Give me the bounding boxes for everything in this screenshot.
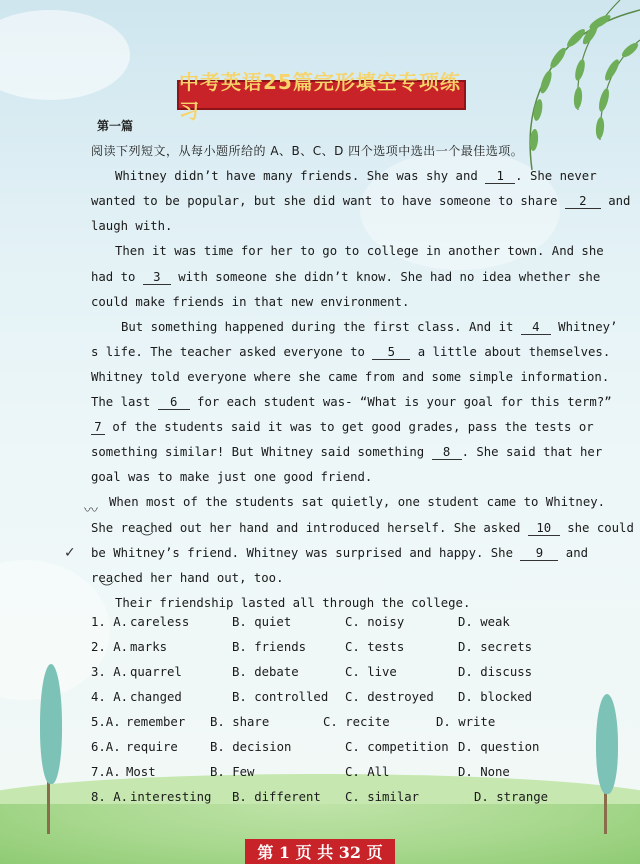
- option-row-8: [0, 790, 560, 815]
- option-row-6: [0, 740, 560, 765]
- option-c: C. destroyed: [345, 690, 434, 704]
- option-d: D. strange: [474, 790, 549, 804]
- passage-text: She reached out her hand and introduced herself. She asked: [91, 520, 528, 535]
- passage-line: [91, 189, 631, 214]
- option-row-5: [0, 715, 560, 740]
- option-a: interesting: [130, 790, 212, 804]
- passage-line: [91, 541, 589, 566]
- option-b: B. debate: [232, 665, 299, 679]
- blank-6: 6: [158, 395, 190, 410]
- passage-text: Whitney’: [550, 319, 618, 334]
- option-number: 6.A.: [91, 740, 121, 754]
- option-a: marks: [130, 640, 168, 654]
- option-d: D. discuss: [458, 665, 533, 679]
- option-number: 3. A.: [91, 665, 129, 679]
- passage-line: laugh with.: [91, 219, 173, 234]
- option-c: C. tests: [345, 640, 405, 654]
- passage-text: The last: [91, 395, 158, 410]
- passage-line: reached her hand out, too.: [91, 570, 284, 585]
- option-c: C. recite: [323, 715, 390, 729]
- option-number: 7.A.: [91, 765, 121, 779]
- option-d: D. secrets: [458, 640, 533, 654]
- option-a: careless: [130, 615, 190, 629]
- bird-icon: ✓: [64, 545, 76, 561]
- section-heading: 第一篇: [97, 119, 134, 133]
- blank-3: 3: [143, 270, 171, 285]
- option-a: Most: [126, 765, 156, 779]
- option-b: B. Few: [210, 765, 255, 779]
- bird-icon: 〰: [84, 503, 98, 519]
- option-number: 8. A.: [91, 790, 129, 804]
- passage-line: Whitney told everyone where she came from and some simple information.: [91, 369, 610, 384]
- blank-4: 4: [521, 320, 551, 335]
- passage-text: she could: [559, 520, 634, 535]
- passage-text: But something happened during the first class. And it: [121, 319, 521, 334]
- passage-line: [91, 440, 603, 465]
- option-row-7: [0, 765, 560, 790]
- passage-line: Then it was time for her to go to college in another town. And she: [115, 244, 604, 259]
- passage-line: [91, 315, 618, 340]
- passage-line: [91, 415, 594, 440]
- option-b: B. share: [210, 715, 270, 729]
- option-number: 2. A.: [91, 640, 129, 654]
- passage-line: could make friends in that new environment.: [91, 294, 410, 309]
- passage-text: . She never: [515, 169, 597, 184]
- option-b: B. quiet: [232, 615, 292, 629]
- page-footer: [245, 839, 395, 864]
- option-d: D. blocked: [458, 690, 533, 704]
- blank-10: 10: [528, 521, 560, 536]
- passage-text: wanted to be popular, but she did want to have someone to share: [91, 194, 565, 209]
- option-d: D. None: [458, 765, 510, 779]
- blank-8: 8: [432, 445, 462, 460]
- option-b: B. different: [232, 790, 321, 804]
- option-d: D. weak: [458, 615, 510, 629]
- passage-line: When most of the students sat quietly, one student came to Whitney.: [109, 495, 606, 510]
- passage-text: and: [600, 194, 631, 209]
- option-a: quarrel: [130, 665, 182, 679]
- passage-line: [91, 164, 597, 189]
- option-b: B. decision: [210, 740, 292, 754]
- option-c: C. live: [345, 665, 397, 679]
- passage-line: [91, 340, 611, 365]
- passage-line: Their friendship lasted all through the college.: [115, 595, 471, 610]
- blank-9: 9: [520, 546, 558, 561]
- page-number: 第 1 页 共 32 页: [257, 843, 383, 862]
- passage-text: with someone she didn’t know. She had no idea whether she: [170, 269, 601, 284]
- option-c: C. All: [345, 765, 390, 779]
- bird-icon: ︶: [100, 581, 114, 597]
- option-b: B. controlled: [232, 690, 329, 704]
- page-title: 中考英语25篇完形填空专项练习: [179, 70, 461, 123]
- passage-line: [91, 265, 601, 290]
- option-number: 1. A.: [91, 615, 129, 629]
- tree-icon: [596, 694, 618, 794]
- passage-line: goal was to make just one good friend.: [91, 470, 373, 485]
- passage-text: . She said that her: [461, 445, 603, 460]
- blank-7: 7: [91, 420, 105, 435]
- option-row-2: [0, 640, 560, 665]
- blank-5: 5: [372, 345, 410, 360]
- option-a: changed: [130, 690, 182, 704]
- blank-2: 2: [565, 194, 601, 209]
- option-b: B. friends: [232, 640, 307, 654]
- option-c: C. competition: [345, 740, 449, 754]
- instruction-text: 阅读下列短文，从每小题所给的 A、B、C、D 四个选项中选出一个最佳选项。: [91, 144, 524, 159]
- passage-text: had to: [91, 269, 143, 284]
- option-c: C. similar: [345, 790, 420, 804]
- passage-line: [91, 390, 612, 415]
- option-row-1: [0, 615, 560, 640]
- option-number: 5.A.: [91, 715, 121, 729]
- option-c: C. noisy: [345, 615, 405, 629]
- passage-text: something similar! But Whitney said something: [91, 445, 432, 460]
- option-number: 4. A.: [91, 690, 129, 704]
- option-row-4: [0, 690, 560, 715]
- passage-text: a little about themselves.: [410, 344, 611, 359]
- passage-text: for each student was- “What is your goal for this term?”: [189, 395, 612, 410]
- blank-1: 1: [485, 169, 515, 184]
- option-d: D. question: [458, 740, 540, 754]
- passage-line: [91, 516, 634, 541]
- title-banner: [177, 70, 466, 123]
- passage-text: be Whitney’s friend. Whitney was surprised and happy. She: [91, 545, 521, 560]
- passage-text: of the students said it was to get good grades, pass the tests or: [105, 420, 594, 435]
- passage-text: s life. The teacher asked everyone to: [91, 344, 373, 359]
- passage-text: and: [558, 545, 589, 560]
- option-d: D. write: [436, 715, 496, 729]
- option-a: remember: [126, 715, 186, 729]
- option-a: require: [126, 740, 178, 754]
- passage-content: [91, 114, 634, 616]
- option-row-3: [0, 665, 560, 690]
- bird-icon: ︶: [140, 531, 154, 547]
- passage-text: Whitney didn’t have many friends. She was shy and: [115, 169, 486, 184]
